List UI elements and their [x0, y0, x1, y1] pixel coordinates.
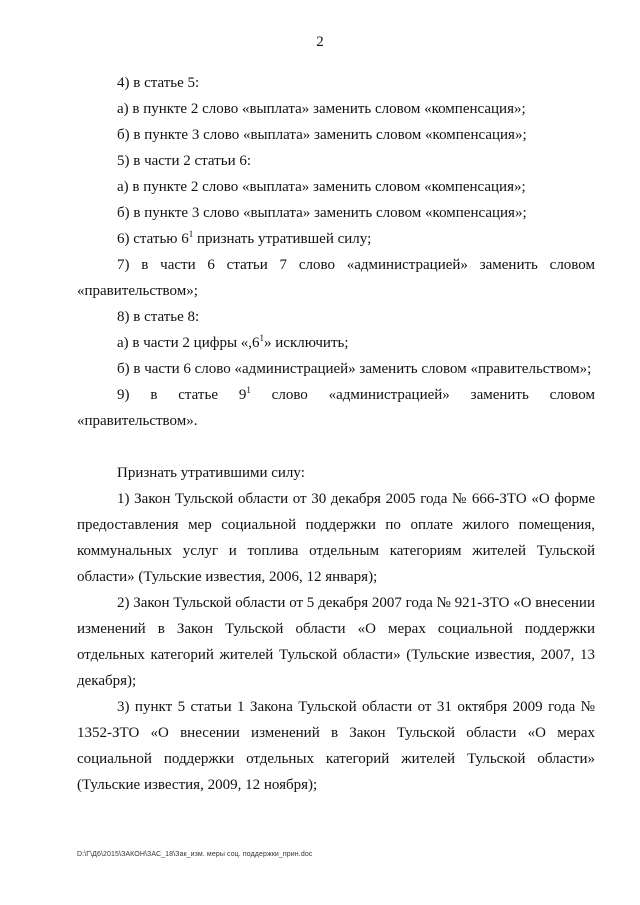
list-item: 7) в части 6 статьи 7 слово «администрацией» заменить словом «правительством»; — [77, 257, 595, 299]
list-item — [77, 226, 595, 252]
list-item: 8) в статье 8: — [117, 309, 200, 325]
list-item: а) в пункте 2 слово «выплата» заменить словом «компенсация»; — [117, 101, 526, 117]
text-part: признать утратившей силу; — [193, 231, 372, 247]
file-path-footer: D:\Г\Д6\2015\ЗАКОН\ЗАС_18\Зак_изм. меры соц. поддержки_прин.doc — [77, 851, 313, 858]
text-part: » исключить; — [264, 335, 349, 351]
superscript: 1 — [259, 333, 265, 343]
superscript: 1 — [188, 229, 194, 239]
list-item: б) в пункте 3 слово «выплата» заменить словом «компенсация»; — [117, 127, 527, 143]
paragraph: 3) пункт 5 статьи 1 Закона Тульской области от 31 октября 2009 года № 1352-ЗТО «О внесении изменений в Закон Тульской области «О мерах социальной поддержки отдельных категорий жителей Тульской области» (Тульские известия, 2009, 12 ноября); — [77, 699, 595, 793]
list-item: а) в пункте 2 слово «выплата» заменить словом «компенсация»; — [117, 179, 526, 195]
paragraph: 2) Закон Тульской области от 5 декабря 2007 года № 921-ЗТО «О внесении изменений в Закон Тульской области «О мерах социальной поддержки отдельных категорий жителей Тульской области» (Тульские известия, 2007, 13 декабря); — [77, 595, 595, 689]
paragraph: Признать утратившими силу: — [117, 465, 305, 481]
paragraph: 1) Закон Тульской области от 30 декабря 2005 года № 666-ЗТО «О форме предоставления мер социальной поддержки по оплате жилого помещения, коммунальных услуг и топлива отдельным категориям жителей Тульской области» (Тульские известия, 2006, 12 января); — [77, 491, 595, 585]
text-part: 6) статью 6 — [117, 231, 189, 247]
list-item — [77, 382, 595, 434]
document-body — [77, 70, 595, 798]
list-item: б) в пункте 3 слово «выплата» заменить словом «компенсация»; — [117, 205, 527, 221]
text-part: 9) в статье 9 — [117, 387, 247, 403]
list-item — [77, 330, 595, 356]
list-item: б) в части 6 слово «администрацией» заменить словом «правительством»; — [117, 361, 592, 377]
page-number: 2 — [316, 34, 324, 50]
text-part: слово «администрацией» заменить словом «правительством». — [77, 387, 595, 429]
list-item: 4) в статье 5: — [117, 75, 200, 91]
list-item: 5) в части 2 статьи 6: — [117, 153, 252, 169]
superscript: 1 — [246, 385, 251, 395]
text-part: а) в части 2 цифры «,6 — [117, 335, 260, 351]
